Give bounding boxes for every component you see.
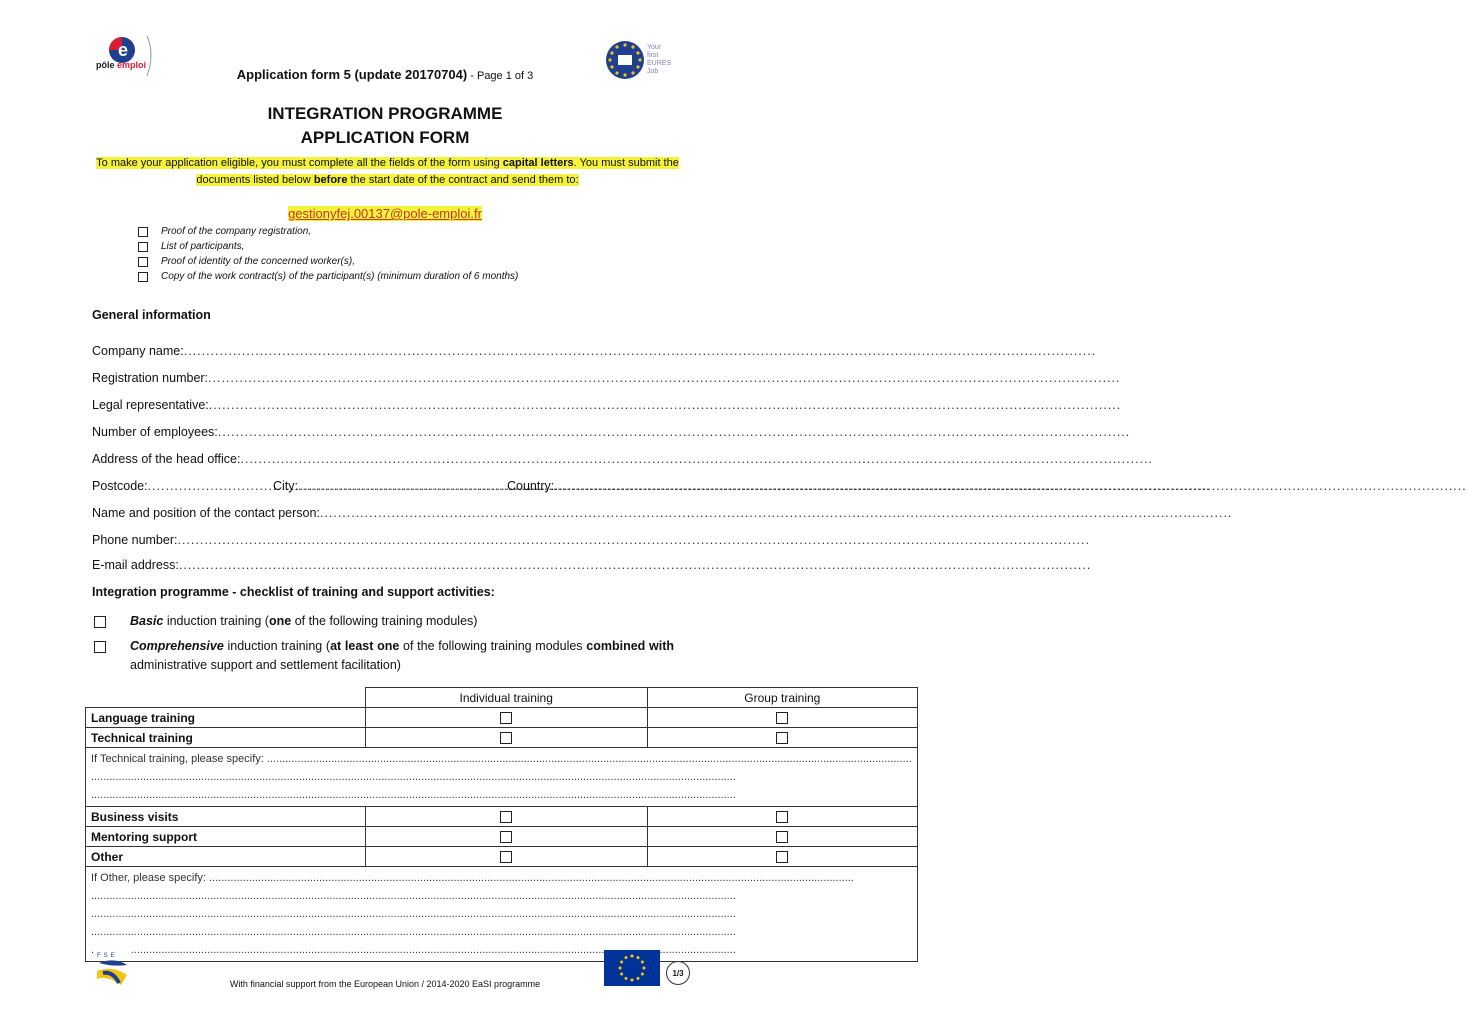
specify-label: If Other, please specify: [91, 872, 210, 884]
company-name-field[interactable] [92, 344, 674, 358]
intro-text-3: the start date of the contract and send them to: [347, 174, 579, 186]
doc-item [138, 239, 518, 254]
table-row [86, 728, 918, 748]
contact-person-field[interactable] [92, 506, 674, 520]
doc-label: List of participants, [161, 241, 245, 252]
comprehensive-training-checkbox[interactable] [94, 641, 106, 653]
checkbox[interactable] [138, 272, 148, 282]
business-individual-checkbox[interactable] [500, 811, 512, 823]
mentoring-individual-checkbox[interactable] [500, 831, 512, 843]
checkbox[interactable] [138, 242, 148, 252]
table-header-row [86, 688, 918, 708]
technical-specify-row [86, 748, 918, 807]
technical-specify-field[interactable] [86, 748, 918, 807]
basic-training-checkbox[interactable] [94, 616, 106, 628]
field-label: Name and position of the contact person: [92, 506, 320, 520]
specify-line [91, 786, 912, 804]
checklist-heading: Integration programme - checklist of training and support activities: [92, 585, 495, 599]
comp-combined-with: combined with [586, 639, 674, 653]
email-address-field[interactable] [92, 558, 674, 572]
page-title [0, 102, 770, 150]
comp-text-2: of the following training modules [399, 639, 587, 653]
technical-individual-checkbox[interactable] [500, 732, 512, 744]
phone-number-field[interactable] [92, 533, 674, 547]
city-field[interactable] [273, 479, 495, 493]
footer-funding-text: With financial support from the European Union / 2014-2020 EaSI programme [229, 979, 541, 989]
specify-label: If Technical training, please specify: [91, 753, 267, 765]
specify-line [91, 941, 912, 959]
field-label: Country: [507, 479, 555, 493]
row-label: Other [86, 847, 366, 867]
intro-bold-before: before [313, 174, 348, 186]
other-group-checkbox[interactable] [776, 851, 788, 863]
row-label: Business visits [86, 807, 366, 827]
technical-group-checkbox[interactable] [776, 732, 788, 744]
basic-label: Basic [130, 614, 164, 628]
general-info-heading: General information [92, 308, 211, 322]
field-label: Legal representative: [92, 398, 209, 412]
specify-line [91, 768, 912, 786]
basic-training-option [92, 612, 674, 631]
language-individual-checkbox[interactable] [500, 712, 512, 724]
field-label: Company name: [92, 344, 184, 358]
contact-email [0, 206, 770, 221]
eu-flag-icon [604, 950, 660, 986]
checkbox[interactable] [138, 227, 148, 237]
language-group-checkbox[interactable] [776, 712, 788, 724]
field-label: Registration number: [92, 371, 209, 385]
head-office-address-field[interactable] [92, 452, 674, 466]
other-individual-checkbox[interactable] [500, 851, 512, 863]
intro-text-2: . You must submit the documents listed below [196, 157, 679, 186]
doc-label: Proof of identity of the concerned worker(s), [161, 256, 355, 267]
svg-text:first: first [647, 52, 659, 59]
table-row [86, 847, 918, 867]
specify-line [91, 869, 912, 887]
field-label: Postcode: [92, 479, 148, 493]
basic-text-2: of the following training modules) [291, 614, 478, 628]
field-label: Phone number: [92, 533, 178, 547]
page-number-badge: 1/3 [666, 961, 690, 985]
email-link[interactable]: gestionyfej.00137@pole-emploi.fr [288, 206, 482, 221]
title-line-1: INTEGRATION PROGRAMME [267, 104, 503, 123]
comp-text-1: induction training ( [223, 639, 331, 653]
doc-label: Proof of the company registration, [161, 226, 312, 237]
row-label: Language training [86, 708, 366, 728]
col-individual-training: Individual training [365, 688, 647, 708]
other-specify-field[interactable] [86, 867, 918, 962]
checkbox[interactable] [138, 257, 148, 267]
required-documents-list [138, 224, 518, 284]
form-version-title: Application form 5 (update 20170704) [236, 67, 468, 82]
intro-text-1: To make your application eligible, you must complete all the fields of the form using [96, 157, 503, 169]
doc-item [138, 224, 518, 239]
mentoring-group-checkbox[interactable] [776, 831, 788, 843]
field-label: E-mail address: [92, 558, 179, 572]
page-indicator: - Page 1 of 3 [467, 70, 534, 82]
intro-bold-capital: capital letters [502, 157, 574, 169]
row-label: Technical training [86, 728, 366, 748]
comp-at-least-one: at least one [330, 639, 400, 653]
field-label: City: [273, 479, 298, 493]
specify-line [91, 905, 912, 923]
field-label: Address of the head office: [92, 452, 241, 466]
specify-line [91, 750, 912, 768]
basic-one: one [268, 614, 292, 628]
doc-item [138, 269, 518, 284]
form-header [0, 67, 770, 82]
doc-item [138, 254, 518, 269]
intro-instructions [95, 155, 680, 189]
legal-representative-field[interactable] [92, 398, 674, 412]
field-label: Number of employees: [92, 425, 218, 439]
specify-line [91, 887, 912, 905]
svg-text:EURES: EURES [647, 60, 672, 67]
training-activities-table [85, 687, 918, 962]
business-group-checkbox[interactable] [776, 811, 788, 823]
other-specify-row [86, 867, 918, 962]
doc-label: Copy of the work contract(s) of the participant(s) (minimum duration of 6 months) [161, 271, 519, 282]
table-row [86, 827, 918, 847]
row-label: Mentoring support [86, 827, 366, 847]
comprehensive-training-option [92, 637, 674, 675]
svg-text:Your: Your [647, 44, 662, 51]
specify-line [91, 923, 912, 941]
pole-emploi-wordmark: pôle emploi [96, 60, 147, 70]
table-row [86, 708, 918, 728]
basic-text-1: induction training ( [163, 614, 269, 628]
title-line-2: APPLICATION FORM [300, 128, 470, 147]
svg-text:Job: Job [647, 68, 659, 75]
registration-number-field[interactable] [92, 371, 674, 385]
postcode-field[interactable] [92, 479, 262, 493]
col-group-training: Group training [647, 688, 917, 708]
comprehensive-label: Comprehensive [130, 639, 224, 653]
svg-text:FSE: FSE [97, 953, 118, 959]
number-of-employees-field[interactable] [92, 425, 674, 439]
comp-text-3: administrative support and settlement facilitation) [130, 658, 401, 672]
empty-header-cell [86, 688, 366, 708]
svg-text:e: e [118, 40, 129, 60]
country-field[interactable] [507, 479, 674, 493]
table-row [86, 807, 918, 827]
